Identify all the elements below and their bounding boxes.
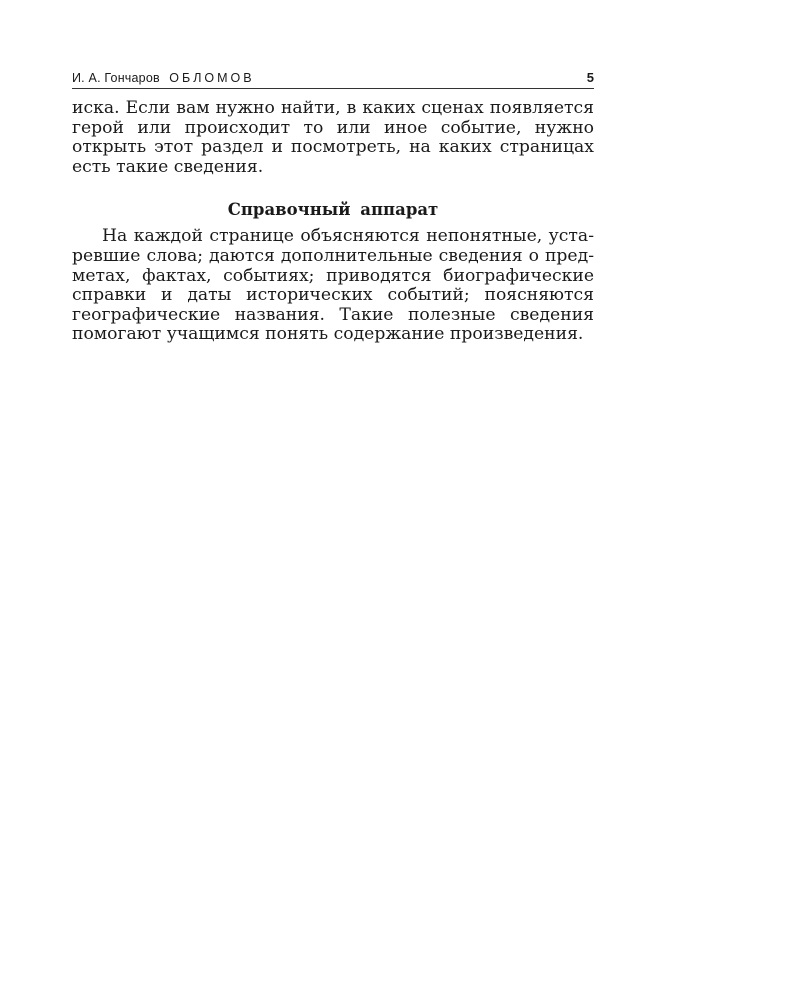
book-page (72, 70, 594, 345)
reference-paragraph: На каждой странице объясняются непонятные, устаревшие слова; даются дополнительные сведения о предметах, фактах, событиях; приводятся биографические справки и даты исторических событий; поясняются географические названия. Такие полезные сведения помогают учащимся понять содержание произведения. (72, 226, 594, 345)
page-number: 5 (586, 70, 594, 85)
running-header-left (72, 71, 255, 85)
section-heading: Справочный аппарат (227, 200, 439, 220)
continued-paragraph: иска. Если вам нужно найти, в каких сценах появляется герой или происходит то или иное событие, нужно открыть этот раздел и посмотреть, на каких страницах есть такие сведения. (72, 98, 594, 177)
book-title: ОБЛОМОВ (169, 71, 255, 85)
running-header (72, 70, 594, 89)
author-name: И. А. Гончаров (72, 71, 160, 85)
